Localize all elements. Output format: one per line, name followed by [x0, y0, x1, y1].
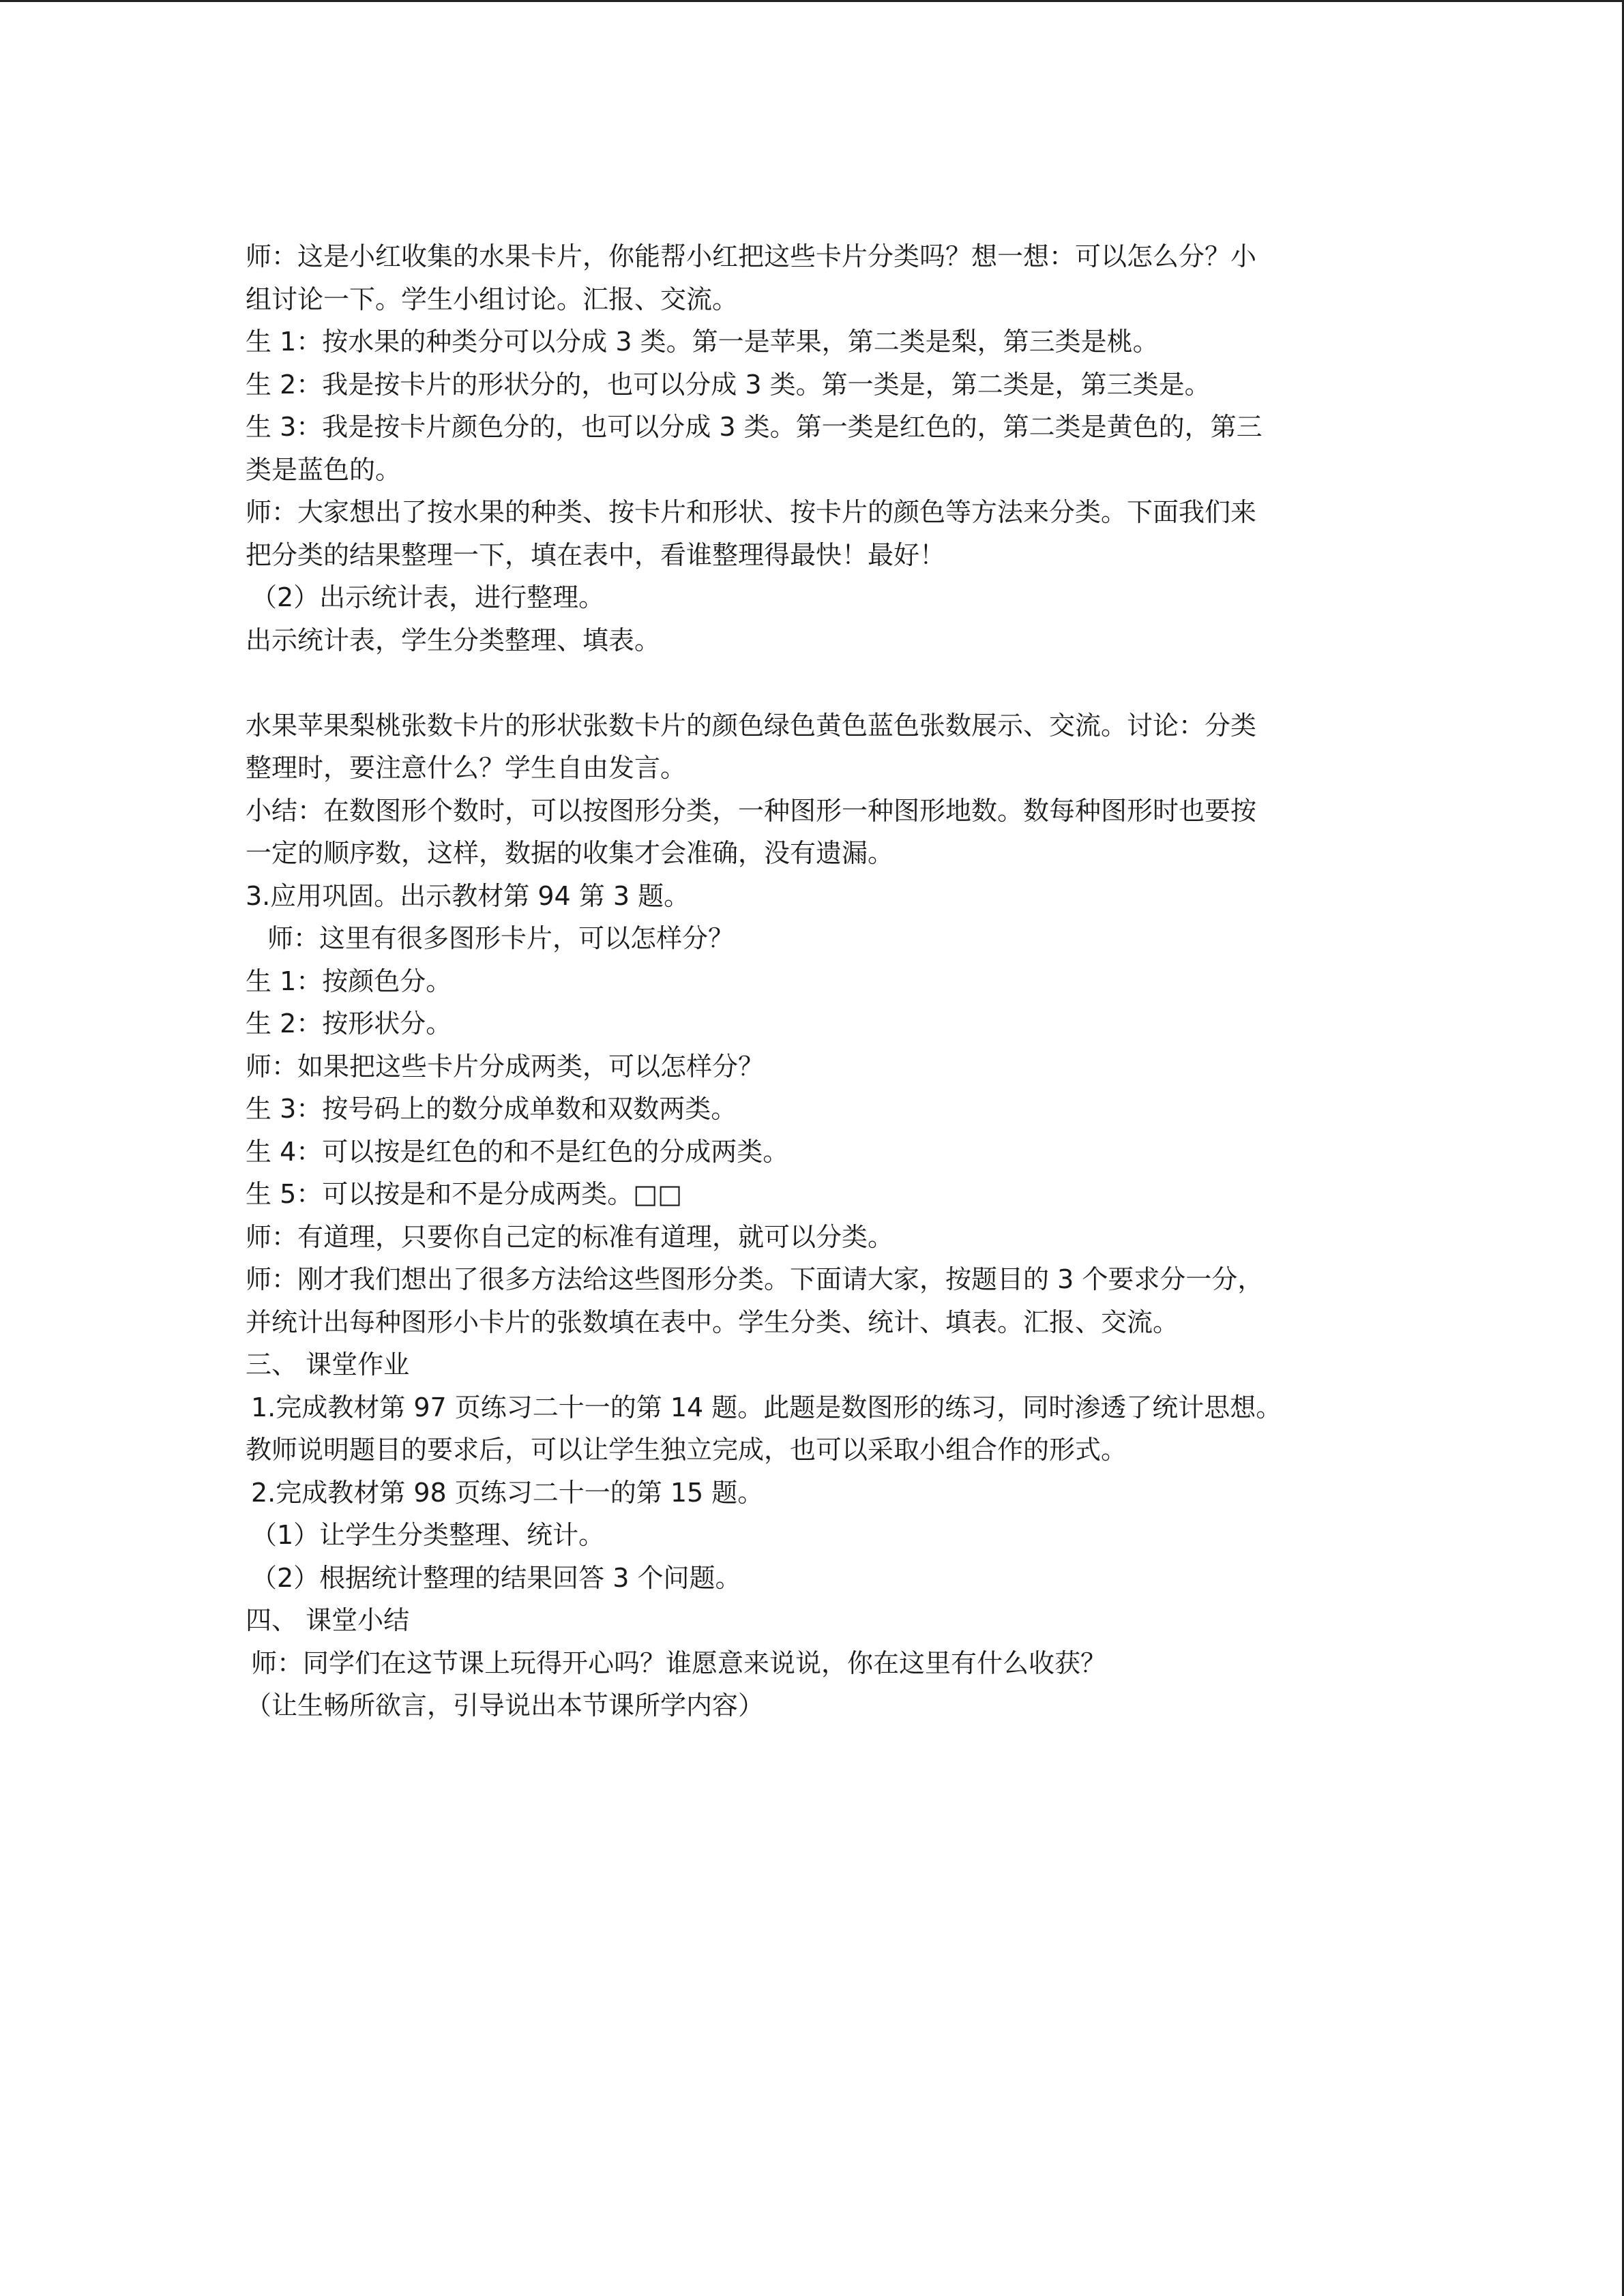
- text-line: 把分类的结果整理一下，填在表中，看谁整理得最快！最好！: [246, 539, 946, 570]
- text-line: 生 3：按号码上的数分成单数和双数两类。: [246, 1094, 737, 1124]
- text-line: （1）让学生分类整理、统计。: [251, 1520, 605, 1550]
- text-line: （让生畅所欲言，引导说出本节课所学内容）: [246, 1690, 765, 1720]
- text-line: 师：这是小红收集的水果卡片，你能帮小红把这些卡片分类吗？想一想：可以怎么分？小: [246, 241, 1257, 271]
- text-line: 生 1：按水果的种类分可以分成 3 类。第一是苹果，第二类是梨，第三类是桃。: [246, 327, 1159, 357]
- text-line: 生 1：按颜色分。: [246, 966, 452, 996]
- text-line: 一定的顺序数，这样，数据的收集才会准确，没有遗漏。: [246, 838, 894, 868]
- text-line: 教师说明题目的要求后，可以让学生独立完成，也可以采取小组合作的形式。: [246, 1435, 1127, 1465]
- text-line: 师：如果把这些卡片分成两类，可以怎样分？: [246, 1051, 765, 1082]
- text-line: 生 5：可以按是和不是分成两类。□□: [246, 1179, 683, 1209]
- text-line: 2.完成教材第 98 页练习二十一的第 15 题。: [251, 1477, 764, 1508]
- text-line: 生 3：我是按卡片颜色分的，也可以分成 3 类。第一类是红色的，第二类是黄色的，第三: [246, 412, 1263, 442]
- blank-line: [246, 661, 1364, 704]
- text-line: 师：这里有很多图形卡片，可以怎样分？: [267, 923, 735, 953]
- text-line: 生 2：按形状分。: [246, 1009, 452, 1039]
- text-line: 1.完成教材第 97 页练习二十一的第 14 题。此题是数图形的练习，同时渗透了统计思想。: [251, 1392, 1282, 1422]
- document-body: [246, 235, 1364, 1727]
- text-line: 师：同学们在这节课上玩得开心吗？谁愿意来说说，你在这里有什么收获？: [251, 1648, 1107, 1678]
- text-line: 师：大家想出了按水果的种类、按卡片和形状、按卡片的颜色等方法来分类。下面我们来: [246, 497, 1257, 527]
- text-line: 并统计出每种图形小卡片的张数填在表中。学生分类、统计、填表。汇报、交流。: [246, 1307, 1179, 1337]
- text-line: 整理时，要注意什么？学生自由发言。: [246, 753, 687, 783]
- text-line: 师：有道理，只要你自己定的标准有道理，就可以分类。: [246, 1221, 894, 1252]
- text-line: 生 4：可以按是红色的和不是红色的分成两类。: [246, 1136, 789, 1167]
- section-heading: 四、 课堂小结: [246, 1605, 410, 1635]
- text-line: 小结：在数图形个数时，可以按图形分类，一种图形一种图形地数。数每种图形时也要按: [246, 795, 1257, 826]
- text-line: 水果苹果梨桃张数卡片的形状张数卡片的颜色绿色黄色蓝色张数展示、交流。讨论：分类: [246, 710, 1257, 741]
- text-line: 组讨论一下。学生小组讨论。汇报、交流。: [246, 284, 739, 314]
- text-line: 出示统计表，学生分类整理、填表。: [246, 625, 661, 655]
- section-heading: 三、 课堂作业: [246, 1350, 410, 1380]
- text-line: 类是蓝色的。: [246, 454, 402, 485]
- text-line: 师：刚才我们想出了很多方法给这些图形分类。下面请大家，按题目的 3 个要求分一分，: [246, 1264, 1264, 1294]
- page-border-top: [0, 0, 1624, 2]
- text-line: （2）出示统计表，进行整理。: [251, 582, 605, 612]
- text-line: 3.应用巩固。出示教材第 94 第 3 题。: [246, 880, 690, 911]
- text-line: （2）根据统计整理的结果回答 3 个问题。: [251, 1562, 741, 1593]
- text-line: 生 2：我是按卡片的形状分的，也可以分成 3 类。第一类是，第二类是，第三类是。: [246, 369, 1211, 400]
